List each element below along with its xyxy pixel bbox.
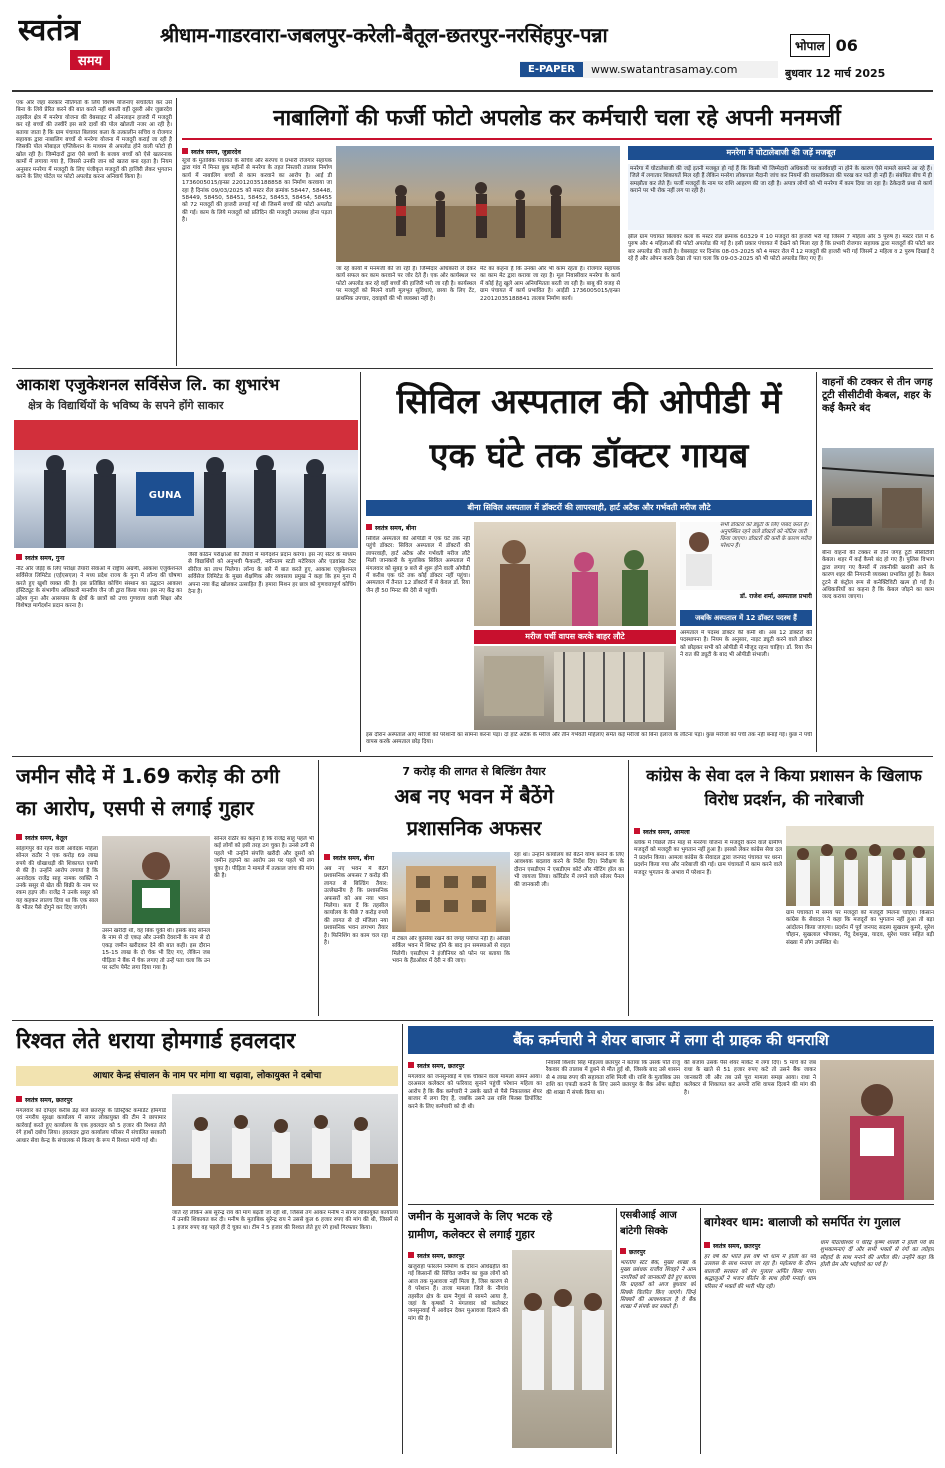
edition-name: भोपाल bbox=[790, 34, 830, 57]
story5-headline-2: का आरोप, एसपी से लगाई गुहार bbox=[16, 796, 254, 820]
story12-col1: हर वर्ष की भांति इस वर्ष भी धाम में होली का पर्व उल्लास के साथ मनाया जा रहा है। महोत्सव के दौरान बालाजी सरकार को रंग गुलाल अर्पित किया गया। श्रद्धालुओं ने भजन कीर्तन के साथ होली मनाई। धाम परिसर में भक्तों की भारी भीड़ रही। bbox=[704, 1254, 816, 1290]
logo-bottom: समय bbox=[70, 50, 110, 70]
story3-red-bar bbox=[474, 630, 676, 644]
website-link[interactable]: www.swatantrasamay.com bbox=[591, 63, 738, 76]
story10-body: खजुराहो फोरलेन निर्माण के दौरान अधिग्रहीत की गई किसानों की सिंचित जमीन का कुछ लोगों को आज तक मुआवजा नहीं मिला है, जिस कारण से वे परेशान हैं। ताजा मामला जिले के नौगांव तहसील क्षेत्र के ग्राम नैगुवां से सामने आया है, जहां के कृषकों ने मंगलवार को कलेक्टर जनसुनवाई में आवेदन देकर मुआवजा दिलाने की मांग की है। bbox=[408, 1264, 508, 1322]
hospital-corridor-icon bbox=[474, 646, 676, 730]
story12-byline bbox=[704, 1240, 824, 1250]
masthead bbox=[0, 0, 945, 92]
story11-headline: एसबीआई आज बांटेगी सिक्के bbox=[620, 1210, 677, 1237]
epaper-label: E-PAPER bbox=[520, 62, 583, 77]
story4-headline: वाहनों की टक्कर से तीन जगह टूटी सीसीटीवी केबल, शहर के कई कैमरे बंद bbox=[822, 377, 933, 414]
new-building-icon bbox=[392, 852, 510, 932]
divider bbox=[12, 368, 933, 369]
story1-col2: सूत्रों के मुताबिक पंचायत के सचिव और सरपंच व प्रभारी रोजगार सहायक द्वारा गांव में मिनत बुक महीनों से मनरेगा के तहत निस्तारी तालाब निर्माण कार्य में नाबालिग बच्चों से काम करवाने का आरोप है। आई डी 1736005015/इन्फ्रा 22012035188858 का निर्माण करवाया जा रहा है दिनांक 09/03/2025 को मस्टर रोल क्रमांक 58447, 58448, 58449, 58450, 58451, 58452, 58453, 58454, 58455 को 72 मजदूरों की हाजरी लगाई गई थी जिसमें बच्चों की फोटो अपलोड की गई। काम के लिये मजदूरों को प्रतिदिन की मजदूरी उपलब्ध होना पड़ता है। bbox=[182, 158, 332, 224]
byline-text: स्वतंत्र समय, आमला bbox=[643, 828, 690, 836]
story12-headline: बागेश्वर धाम: बालाजी को समर्पित रंग गुलाल bbox=[704, 1215, 901, 1229]
launch-ceremony-icon bbox=[14, 420, 358, 548]
story9-col3: की बजाय उसके पैसे शेयर मार्केट में लगा दिए। 5 मार्च को जब राधा के खाते से 51 हजार रुपए कटे तो उसने बैंक जाकर जानकारी ली और तब उसे पूरा मामला समझ आया। राधा ने कलेक्टर से शिकायत कर अपनी राशि वापस दिलाने की मांग की है। bbox=[684, 1060, 816, 1096]
story9-headline bbox=[408, 1026, 934, 1054]
story6-col1: अब नए भवन में बैठेंगे प्रशासनिक अफसर 7 करोड़ की लागत से बिल्डिंग तैयार: उल्लेखनीय है कि प्रशासनिक अफसरों को अब नया भवन मिलेगा। बता दें कि तहसील कार्यालय के पीछे 7 करोड़ रुपये की लागत से दो मंजिला नया प्रशासनिक भवन लगभग तैयार है। फिनिशिंग का काम चल रहा है। bbox=[324, 866, 388, 947]
story6-col3: रहा था। उन्होंने कार्यालय को बैठने योग्य बनाने के लिए आवश्यक बदलाव करने के निर्देश दिए। निरीक्षण के दौरान एसडीएम ने एसडीएम कोर्ट और मीटिंग हॉल का भी जायजा लिया। कॉरिडोर में लगने वाले सोलर पैनल की जानकारी ली। bbox=[514, 852, 624, 888]
byline-text: स्वतंत्र समय, छतरपुर bbox=[713, 1242, 761, 1250]
story5-col3: सोनल राठौर का कहना है कि राजेंद्र साहू पहले भी कई लोगों को इसी तरह ठग चुका है। उनसे ठगी से पहले भी उन्होंने संपत्ति खरीदी और दूसरों को जमीन हड़पने का आरोप उस पर पहले भी लग चुका है। पीड़िता ने मामले में तत्काल जांच की मांग की है। bbox=[214, 836, 314, 880]
story10-headline-1: जमीन के मुआवजे के लिए भटक रहे bbox=[408, 1210, 553, 1223]
byline-text: स्वतंत्र समय, छतरपुर bbox=[25, 1096, 73, 1104]
cities-strip bbox=[160, 14, 778, 54]
story11-byline bbox=[620, 1246, 696, 1256]
story3-photo-corridor bbox=[474, 646, 676, 730]
story3-headline-1: सिविल अस्पताल की ओपीडी में bbox=[396, 382, 782, 422]
villagers-group-icon bbox=[512, 1250, 612, 1448]
story10-photo bbox=[512, 1250, 612, 1448]
logo bbox=[18, 14, 152, 80]
cities-title: श्रीधाम-गाडरवारा-जबलपुर-करेली-बैतूल-छतरपुर-नरसिंहपुर-पन्ना bbox=[160, 22, 608, 47]
story8-photo bbox=[172, 1094, 398, 1206]
story1-col4: मेट का कहना है कि उनका और भी काम रहता है। रोजगार सहायक का काम मेट द्वारा कराया जा रहा है। मूल निवासीवार मनरेगा के कार्य में कोई हेतु खुले आम अनियमितता बरती जा रही है। बाबू की वजह से ग्राम पंचायत में कार्य प्रभावित है। आईडी 1736005015/इन्फ्रा 22012035188841 तालाब निर्माण कार्य। bbox=[480, 266, 620, 302]
divider bbox=[360, 372, 361, 752]
story4-body: बीना वाहनों की टक्कर से तीन जगह टूटी सीसीटीवी केबल। शहर में कई कैमरे बंद हो गए हैं। पुलिस विभाग द्वारा लगाए गए कैमरों में तकनीकी खराबी आने के कारण शहर की निगरानी व्यवस्था प्रभावित हुई है। केबल टूटने से कंट्रोल रूम से कनेक्टिविटी खत्म हो गई है। अधिकारियों का कहना है कि केबल जोड़ने का काम जल्द कराया जाएगा। bbox=[822, 550, 934, 601]
story3-headline-2: एक घंटे तक डॉक्टर गायब bbox=[429, 436, 749, 476]
story6-photo bbox=[392, 852, 510, 932]
byline-text: स्वतंत्र समय, बीना bbox=[333, 854, 375, 862]
epaper-bar bbox=[520, 61, 778, 78]
story3-quote-by: डॉ. राजेश शर्मा, अस्पताल प्रभारी bbox=[739, 593, 812, 600]
story7-headline: कांग्रेस के सेवा दल ने किया प्रशासन के खिलाफ विरोध प्रदर्शन, की नारेबाजी bbox=[646, 766, 922, 809]
story6-headline-1: अब नए भवन में बैठेंगे bbox=[394, 784, 554, 808]
story1-sidebar-text2: झील ग्राम पंचायत बिलावर कला के मस्टर रोल क्रमांक 60329 में 10 मजदूरों की हाजरी भरी गई जिसमें 7 महिला और 3 पुरुष हैं। मस्टर रोल में 6 पुरुष और 4 महिलाओं की फोटो अपलोड की गई है। इसी प्रकार पंचायत में देखने को मिला रहा है कि प्रभारी रोजगार सहायक द्वारा मजदूरों की फोटो बार बार अपलोड की जाती है। वेबसाइट पर दिनांक 08-03-2025 को 4 मस्टर रोल में 12 मजदूरों की हाजरी भरी गई जिसमें 2 महिला व 2 पुरुष दिखाई दे रहे हैं और ओपन करके देखा तो पता चला कि 09-03-2025 को भी फोटो अपलोड किए गए हैं। bbox=[628, 234, 934, 263]
lokayukta-team-icon bbox=[172, 1094, 398, 1206]
story3-deck bbox=[366, 500, 812, 516]
byline-text: स्वतंत्र समय, गुना bbox=[25, 554, 65, 562]
story7-photo bbox=[786, 826, 934, 906]
story5-headline-1: जमीन सौदे में 1.69 करोड़ की ठगी bbox=[16, 764, 280, 788]
blue-box-text: जबकि अस्पताल में 12 डॉक्टर पदस्थ हैं bbox=[695, 614, 797, 622]
byline-text: स्वतंत्र समय, बीना bbox=[375, 524, 417, 532]
story8-headline: रिश्वत लेते धराया होमगार्ड हवलदार bbox=[16, 1029, 296, 1054]
story8-col2: जाते रहे लेकिन अब सुरेन्द्र राय की मांग बढ़ती जा रही थी, जिससे तंग आकर मनीष ने सागर लोकायुक्त कार्यालय में उनकी शिकायत कर दी। मनीष के मुताबिक सुरेन्द्र राय ने उससे कुल 6 हजार रुपए की मांग की थी, जिसमें से 1 हजार रुपए वह पहले ही दे चुका था। टीम ने 5 हजार की रिश्वत लेते हुए रंगे हाथों गिरफ्तार किया। bbox=[172, 1210, 398, 1231]
story2-col2: जैसी कठिन परीक्षाओं की तैयारी में मार्गदर्शन प्रदान करेगा। इस नए सेंटर के माध्यम से विद्यार्थियों को अनुभवी फैकल्टी, नवीनतम स्टडी मटेरियल और एडवांस्ड टेस्ट सीरीज का लाभ मिलेगा। लॉन्च के बारे में बात करते हुए, आकाश एजुकेशनल सर्विसेज लिमिटेड के मुख्य शैक्षणिक और व्यवसाय प्रमुख ने कहा कि हम गुना में अपना नया केंद्र खोलकर उत्साहित हैं। हमारा मिशन हर छात्र को गुणवत्तापूर्ण कोचिंग देना है। bbox=[188, 552, 356, 596]
story6-col2: में टेबल और कुर्सियां रखने की जगह पर्याप्त नहीं है। ओरछा सर्किल भवन में शिफ्ट होने के बाद इन समस्याओं से राहत मिलेगी। एसडीएम ने इंजीनियर को फोन पर बताया कि भवन के हैंडओवर में देरी न की जाए। bbox=[392, 936, 510, 965]
page-number: 06 bbox=[835, 35, 858, 55]
doctor-portrait-icon bbox=[680, 526, 718, 586]
story1-sidebar-text: मनरेगा में घोटालेबाजी की जड़ें इतनी मजबूत हो गई हैं कि किसी भी जिम्मेदारी अधिकारी पर कार्यवाही ना होने के कारण ऐसे मामले सामने आ रहे हैं। जिले में लगातार शिकायतें मिल रही हैं लेकिन मनरेगा लोकपाल मैदानी जांच कर नियमों की वास्तविकता की परख कर पाते ही नहीं हैं। संबंधित बीच में ही समझौता कर लेते हैं। फर्जी मजदूरों के नाम पर राशि आहरण की जा रही है। अपात्र लोगों को भी मनरेगा में काम दिया जा रहा है। ठेकेदारी प्रथा से कार्य कराने पर भी रोक नहीं लग पा रही है। bbox=[628, 164, 934, 230]
headline-text: बैंक कर्मचारी ने शेयर बाजार में लगा दी ग्राहक की धनराशि bbox=[513, 1031, 829, 1049]
divider bbox=[318, 760, 319, 1016]
children-working-icon bbox=[336, 146, 620, 262]
story9-col2: निवासी किशोर सिंह मोहल्ला छतरपुर ने बताया कि उसके पति राजू रैकवार की तालाब में डूबने से मौत हुई थी, जिसके बाद उसे शासन से 4 लाख रुपए की सहायता राशि मिली थी। राशि के मुताबिक उस राशि का एफडी कराने के लिए उसने छतरपुर के बैंक ऑफ बड़ौदा की शाखा में संपर्क किया था। bbox=[546, 1060, 680, 1096]
story5-col2: उसने खरीदी थी, वह बिक चुकी थी। इसके बाद सोनल के नाम से दो एकड़ और उनकी देवरानी के नाम से दो एकड़ जमीन खरीदकर देने की बात कही। इस दौरान 15-15 लाख के दो चेक भी दिए गए, लेकिन जब पीड़िता ने बैंक में चेक लगाए तो उन्हें पता चला कि उन पर स्टॉप पेमेंट लगा दिया गया है। bbox=[102, 928, 210, 972]
sidebar-title-text: मनरेगा में घोटालेबाजी की जड़ें मजबूत bbox=[726, 148, 836, 157]
divider bbox=[12, 756, 933, 757]
complainant-woman-icon bbox=[102, 836, 210, 924]
divider bbox=[408, 1204, 934, 1205]
masthead-rule bbox=[12, 90, 933, 92]
protest-crowd-icon bbox=[786, 826, 934, 906]
story3-body: सिविल अस्पताल की ओपीडी में एक घंटे तक नहीं पहुंचे डॉक्टर: सिविल अस्पताल में डॉक्टरों की लापरवाही, हार्ट अटैक और गर्भवती मरीज लौटे मिली जानकारी के मुताबिक सिविल अस्पताल में मंगलवार को सुबह 9 बजे से शुरू होने वाली ओपीडी में करीब एक घंटे तक कोई डॉक्टर नहीं पहुंचा। अस्पताल में तैनात 12 डॉक्टरों में से केवल डॉ. रिया जैन ही 50 मिनट की देरी से पहुंचीं। bbox=[366, 536, 470, 594]
story11-body: भारतीय स्टेट बैंक, मुख्य शाखा के मुख्य प्रबंधक राजीव शिवहरे ने आम नागरिकों को जानकारी देते हुए बताया कि ग्राहकों को आज बुधवार को सिक्के वितरित किए जाएंगे। जिन्हें सिक्कों की आवश्यकता है वे बैंक शाखा में संपर्क कर सकते हैं। bbox=[620, 1260, 696, 1311]
story2-byline bbox=[16, 552, 176, 562]
byline-text: स्वतंत्र समय, छतरपुर bbox=[417, 1252, 465, 1260]
divider bbox=[628, 760, 629, 1016]
story1-col3: जा रहे कार्यों में मनमर्जी की जा रही है। जिम्मेदार अधिकारी ले देकर कार्य सफल कर काम करवाने पर जोर देते हैं। एक ओर कार्यस्थल पर फोटो अपलोड कर रहे वहीं बच्चों की हाजिरी भरी जा रही है। कार्यस्थल पर मजदूरों को मिलने वाली मूलभूत सुविधाएं, छाया के लिए टेंट, प्राथमिक उपचार, दवाइयों की भी व्यवस्था नहीं है। bbox=[336, 266, 476, 302]
divider bbox=[12, 1020, 933, 1021]
story1-byline bbox=[182, 146, 332, 156]
story2-headline: आकाश एजुकेशनल सर्विसेज लि. का शुभारंभ bbox=[16, 375, 280, 394]
story12-col2: धाम पीठाधीश्वर पं धीरेंद्र कृष्ण शास्त्री ने होली पर्व की शुभकामनाएं दीं और सभी भक्तों से रंगों का त्योहार सौहार्द के साथ मनाने की अपील की। उन्होंने कहा कि होली प्रेम और भाईचारे का पर्व है। bbox=[820, 1240, 934, 1269]
story8-deck: आधार केन्द्र संचालन के नाम पर मांगा था चढ़ावा, लोकायुक्त ने दबोचा bbox=[16, 1066, 398, 1086]
edition-box bbox=[790, 30, 900, 60]
story3-right-body: अस्पताल में पदस्थ डॉक्टर की कमी थी। अब 12 डॉक्टरों की पदस्थापना है। नियम के अनुसार, नाइट ड्यूटी करने वाले डॉक्टर को छोड़कर सभी को ओपीडी में मौजूद रहना चाहिए। डॉ. रिया जैन ने रात की ड्यूटी के बाद भी ओपीडी संभाली। bbox=[680, 630, 812, 659]
complainant-woman-icon bbox=[820, 1060, 934, 1200]
story9-byline bbox=[408, 1060, 548, 1070]
story2-banner: GUNA bbox=[148, 490, 182, 501]
story1-sidebar-title bbox=[628, 146, 934, 160]
divider bbox=[816, 372, 817, 752]
divider bbox=[700, 1208, 701, 1454]
story5-photo bbox=[102, 836, 210, 924]
story8-col1: मंगलवार को दोपहर करीब डेढ़ बजे छतरपुर के डिस्ट्रिक्ट कमांडेंट होमगार्ड एवं नगरीय सुरक्षा कार्यालय में सागर लोकायुक्त की टीम ने छापामार कार्रवाई करते हुए कार्यालय के एक हवलदार को 5 हजार की रिश्वत लेते रंगे हाथों दबोच लिया। हवलदार द्वारा कार्यालय परिसर में संचालित सरकारी आधार सेवा केन्द्र के संचालक से किराए के रूप में रिश्वत मांगी गई थी। bbox=[16, 1108, 166, 1144]
story6-headline-2: प्रशासनिक अफसर bbox=[406, 816, 542, 840]
divider bbox=[402, 1024, 403, 1454]
byline-text: छतरपुर bbox=[629, 1248, 646, 1256]
story1-left-column: एक ओर जहां सरकार नीतिगतों के लिये विशेष योजनाएं संचालित कर उसे बिना के लिये प्रेरित करने की बात करते नहीं थकती वहीं दूसरी ओर जुन्नारदेव तहसील क्षेत्र में मनरेगा योजना की वेबसाइट में ऑनलाइन हाजरी में मजदूरी कर रहे बच्चों की तस्वीरें इस सारे दावों की पोल खोलती नजर आ रही है। बताया जाता है कि ग्राम पंचायत बिलावर कला के तत्कालीन सचिव व रोजगार सहायक द्वारा नाबालिग बच्चों से मनरेगा योजना में मजदूरी कराई जा रही है जिसकी पोल मोबाइल एप्लिकेशन के माध्यम से अपलोड होने वाली फोटो ही खोल रही है। जिम्मेदारों द्वारा ऐसे बच्चों के बजाय बच्चों को ऐसे खतरनाक कामों में लगाया गया है, जिससे उनकी जान को खतरा बना रहता है। नियम अनुसार मनरेगा में मजदूरी के लिए पंजीकृत मजदूरों की हाजिरी लेकर भुगतान करने के लिए पोर्टल पर फोटो अपलोड करना अनिवार्य किया है। bbox=[16, 100, 172, 181]
story7-byline bbox=[634, 826, 774, 836]
deck-text: बीना सिविल अस्पताल में डॉक्टरों की लापरवाही, हार्ट अटैक और गर्भवती मरीज लौटे bbox=[467, 503, 711, 512]
story7-col1: ब्लॉक में पिछले तीन माह से मनरेगा योजना में मजदूरी करने वाले ग्रामीण मजदूरों को मजदूरी का भुगतान नहीं हुआ है। इसको लेकर कांग्रेस सेवा दल ने प्रदर्शन किया। आमला कांग्रेस के सेवादल द्वारा जनपद पंचायत पर धरना प्रदर्शन किया गया और नारेबाजी की गई। ग्राम पंचायतों में काम करने वाले मजदूर भुगतान के अभाव में परेशान हैं। bbox=[634, 840, 782, 876]
byline-text: स्वतंत्र समय, बैतूल bbox=[25, 834, 68, 842]
story3-photo-doctor bbox=[680, 522, 812, 590]
story3-photo-patients bbox=[474, 522, 676, 626]
story3-quote: सभी डॉक्टरों को ड्यूटी के लिए पाबंद करते हैं। अनुपस्थित रहने वाले डॉक्टरों को नोटिस जारी किया जाएगा। डॉक्टरों की कमी के कारण मरीज परेशान हैं। bbox=[720, 522, 812, 549]
story2-subhead: क्षेत्र के विद्यार्थियों के भविष्य के सपने होंगे साकार bbox=[28, 399, 224, 412]
issue-date: बुधवार 12 मार्च 2025 bbox=[785, 67, 886, 80]
divider bbox=[176, 98, 177, 366]
story4-photo bbox=[822, 448, 934, 544]
patients-queue-icon bbox=[474, 522, 676, 626]
divider bbox=[616, 1208, 617, 1454]
byline-text: स्वतंत्र समय, छतरपुर bbox=[417, 1062, 465, 1070]
story2-photo bbox=[14, 420, 358, 548]
red-bar-text: मरीज पर्ची वापस करके बाहर लौटे bbox=[525, 632, 625, 641]
story3-blue-box bbox=[680, 610, 812, 626]
story1-headline: नाबालिगों की फर्जी फोटो अपलोड कर कर्मचारी चला रहे अपनी मनमर्जी bbox=[182, 104, 932, 140]
byline-text: स्वतंत्र समय, जुन्नारदेव bbox=[191, 148, 241, 156]
story10-byline bbox=[408, 1250, 508, 1260]
story5-col1: सोहागपुर की रहने वाली आवेदक महिला सोनल राठौर ने एक करोड़ 69 लाख रुपये की धोखाधड़ी की शिकायत एसपी से की है। उन्होंने आरोप लगाया है कि अनावेदक राजेंद्र साहू नामक व्यक्ति ने उनके ससुर से खेत की बिक्री के नाम पर रकम हड़प ली। राजेंद्र ने उनके ससुर को यह कहकर लालच दिया था कि एक साल के भीतर पैसे दोगुने कर दिए जाएंगे। bbox=[16, 846, 98, 912]
story3-bottom-body: इस दौरान अस्पताल आए मरीजों को परेशानी का सामना करना पड़ा। दो हार्ट अटैक के मरीज और तीन गर्भवती महिलाएं समेत कई मरीजों को बिना इलाज के लौटना पड़ा। कुछ मरीजों को पर्ची तक नहीं बनाई गई। कुछ ने पर्ची वापस करके अस्पताल छोड़ दिया। bbox=[366, 732, 812, 746]
story6-kicker: 7 करोड़ की लागत से बिल्डिंग तैयार bbox=[402, 765, 546, 778]
story2-col1: नीट और जेईई के लिए परीक्षा तैयारी सेवाओं में राष्ट्रीय अग्रणी, आकाश एजुकेशनल सर्विसेज लिमिटेड (एईएसएल) ने मध्य प्रदेश राज्य के गुना में लॉन्च की घोषणा करते हुए खुशी व्यक्त की है। इस प्रतिष्ठित कोचिंग संस्थान का उद्घाटन आकाश इंस्टिट्यूट के संभागीय अधिकारी मानवीय जैन जी द्वारा किया गया। इस नए केंद्र का उद्देश्य गुना और आसपास के क्षेत्रों के छात्रों को उच्च गुणवत्ता वाली शिक्षा और विशेषज्ञ मार्गदर्शन प्रदान करना है। bbox=[16, 566, 182, 610]
story8-byline bbox=[16, 1094, 156, 1104]
story9-photo bbox=[820, 1060, 934, 1200]
story7-col2: ग्राम पंचायतों में समय पर मजदूरों को मजदूरी मिलना चाहिए। किसान कांग्रेस के सेवादल ने कहा कि मजदूरों का भुगतान नहीं हुआ तो बड़ा आंदोलन किया जाएगा। प्रदर्शन में पूर्व जनपद सदस्य सुखराम कुमरे, सुरेश चौहान, सुखलाल भोपाकर, गेंदू देशमुख, यादव, सुरेश पवार सहित बड़ी संख्या में लोग उपस्थित थे। bbox=[786, 910, 934, 946]
story1-photo bbox=[336, 146, 620, 262]
logo-top: स्वतंत्र bbox=[18, 14, 81, 48]
damaged-cctv-icon bbox=[822, 448, 934, 544]
story10-headline-2: ग्रामीण, कलेक्टर से लगाई गुहार bbox=[408, 1228, 535, 1241]
story9-col1: मंगलवार को जनसुनवाई में एक चौंकाने वाला मामला सामने आया। दरअसल कलेक्टर को फरियाद सुनाने पहुंची परेशान महिला का आरोप है कि बैंक कर्मचारी ने उसके खाते से पैसे निकालकर शेयर बाजार में लगा दिए हैं, जबकि उसने उस राशि फिक्स डिपॉजिट करने के लिए कर्मचारी को दी थी। bbox=[408, 1074, 542, 1110]
